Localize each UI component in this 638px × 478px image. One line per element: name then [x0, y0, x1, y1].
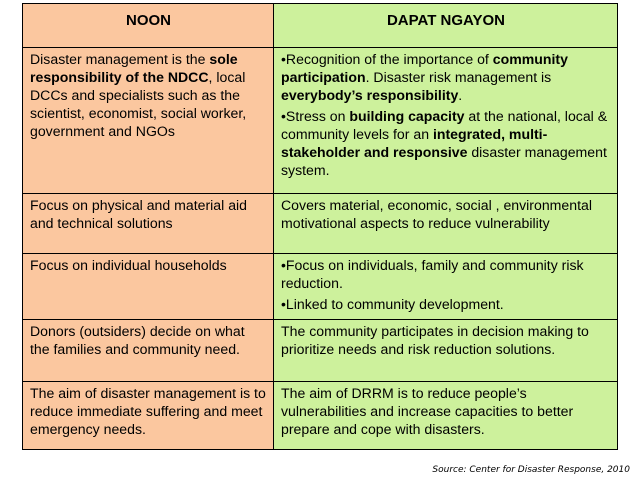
dapat-ngayon-cell — [274, 320, 618, 382]
noon-text-run: Focus on physical and material aid and technical solutions — [30, 197, 248, 231]
noon-text-run: , local DCCs and specialists such as the scientist, economist, social worker, government and NGOs — [30, 69, 247, 139]
dapat-ngayon-paragraph — [281, 107, 611, 179]
header-row — [23, 4, 618, 48]
noon-paragraph — [30, 196, 267, 232]
noon-text-run: The aim of disaster management is to reduce immediate suffering and meet emergency needs. — [30, 385, 266, 437]
noon-paragraph — [30, 256, 267, 274]
dapat-ngayon-cell — [274, 48, 618, 194]
noon-cell — [23, 48, 274, 194]
noon-cell — [23, 254, 274, 320]
dapat-ngayon-paragraph — [281, 322, 611, 358]
dapat-ngayon-text-run: community participation — [281, 51, 568, 85]
dapat-ngayon-cell — [274, 254, 618, 320]
comparison-table — [22, 3, 618, 450]
noon-paragraph — [30, 50, 267, 140]
dapat-ngayon-text-run: •Recognition of the importance of — [281, 51, 493, 67]
dapat-ngayon-paragraph — [281, 50, 611, 104]
dapat-ngayon-text-run: •Linked to community development. — [281, 296, 504, 312]
noon-paragraph — [30, 384, 267, 438]
dapat-ngayon-text-run: building capacity — [349, 108, 465, 124]
table-row — [23, 194, 618, 254]
dapat-ngayon-text-run: integrated, multi-stakeholder and responsive — [281, 126, 548, 160]
dapat-ngayon-text-run: •Stress on — [281, 108, 350, 124]
dapat-ngayon-text-run: . — [458, 87, 463, 103]
noon-text-run: Focus on individual households — [30, 257, 227, 273]
header-noon: NOON — [23, 4, 274, 48]
dapat-ngayon-text-run: Covers material, economic, social , environmental motivational aspects to reduce vulnerability — [281, 197, 592, 231]
source-caption: Source: Center for Disaster Response, 2010 — [432, 465, 630, 475]
dapat-ngayon-cell — [274, 194, 618, 254]
dapat-ngayon-text-run: The aim of DRRM is to reduce people’s vulnerabilities and increase capacities to better prepare and cope with disasters. — [281, 385, 574, 437]
table-row — [23, 320, 618, 382]
dapat-ngayon-text-run: at the national, local & community levels for an — [281, 108, 608, 142]
dapat-ngayon-paragraph — [281, 256, 611, 292]
header-dapat-ngayon: DAPAT NGAYON — [274, 4, 618, 48]
dapat-ngayon-text-run: disaster management system. — [281, 144, 607, 178]
dapat-ngayon-text-run: . Disaster risk management is — [365, 69, 552, 85]
dapat-ngayon-text-run: The community participates in decision making to prioritize needs and risk reduction solutions. — [281, 323, 589, 357]
dapat-ngayon-text-run: •Focus on individuals, family and community risk reduction. — [281, 257, 584, 291]
noon-text-run: Donors (outsiders) decide on what the families and community need. — [30, 323, 245, 357]
noon-text-run: sole responsibility of the NDCC — [30, 51, 238, 85]
table-row — [23, 48, 618, 194]
dapat-ngayon-text-run: everybody’s responsibility — [281, 87, 459, 103]
noon-text-run: Disaster management is the — [30, 51, 210, 67]
noon-cell — [23, 382, 274, 450]
noon-cell — [23, 320, 274, 382]
table-body — [23, 48, 618, 450]
dapat-ngayon-paragraph — [281, 196, 611, 232]
dapat-ngayon-paragraph — [281, 295, 611, 313]
table-row — [23, 254, 618, 320]
noon-cell — [23, 194, 274, 254]
dapat-ngayon-cell — [274, 382, 618, 450]
dapat-ngayon-paragraph — [281, 384, 611, 438]
noon-paragraph — [30, 322, 267, 358]
table-row — [23, 382, 618, 450]
